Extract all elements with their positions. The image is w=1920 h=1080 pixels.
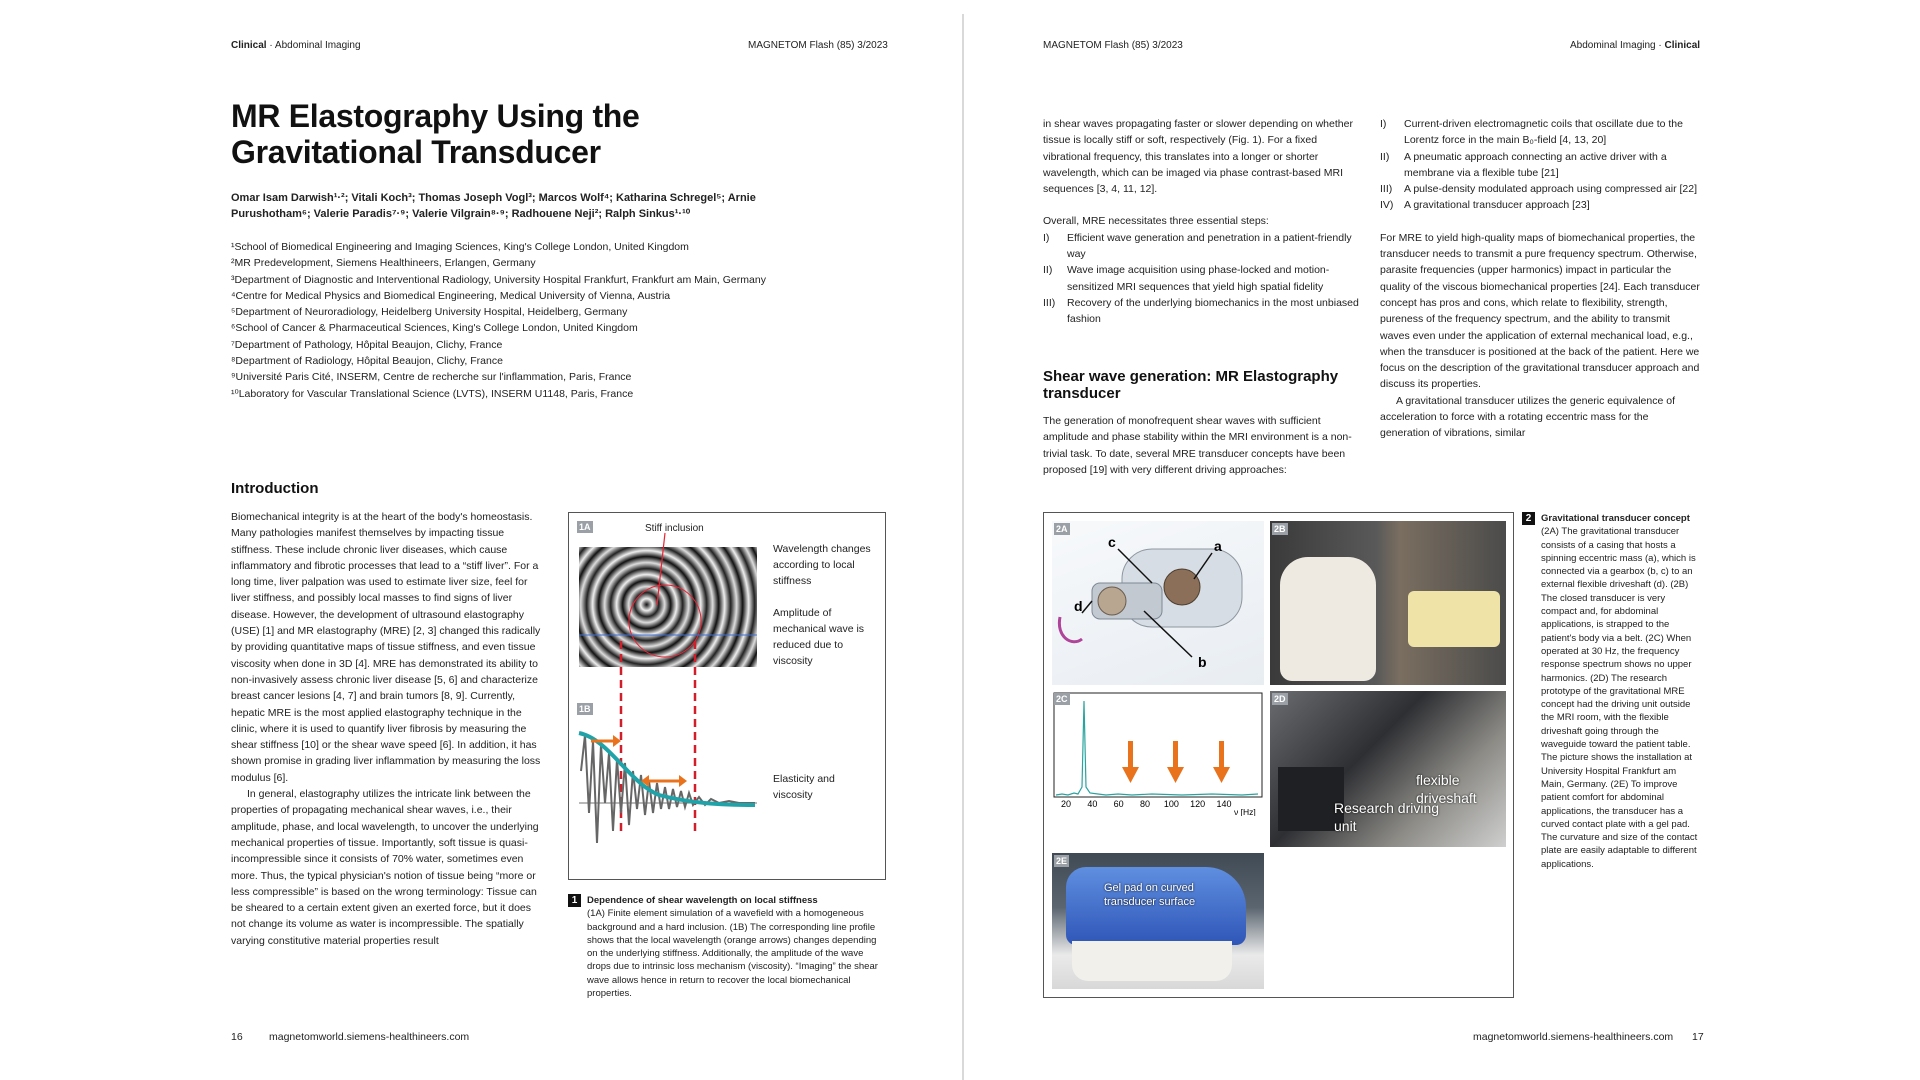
harmonic-arrow-head — [1213, 767, 1230, 783]
affiliations — [231, 239, 871, 402]
intro-paragraph: In general, elastography utilizes the intricate link between the properties of propagating mechanical shear waves, i.e., their amplitude, phase, and local wavelength, to uncover the underlying mechanical properties of tissue. Importantly, soft tissue is quasi-incompressible since it consists of 70% water, sometimes even more. Thus, the typical physician's notion of tissue being “more or less compressible” is based on the wrong terminology: Tissue can be sheared to a certain extent given an exerted force, but it does not change its volume as water is incompressible. The spatially varying constitutive material properties result — [231, 788, 539, 947]
x-tick-label: 120 — [1190, 799, 1206, 809]
inclusion-outline — [629, 585, 701, 657]
affiliation: ⁷Department of Pathology, Hôpital Beaujon, Clichy, France — [231, 338, 503, 351]
panel-2b-photo — [1270, 521, 1506, 685]
panel-tag-2b: 2B — [1274, 524, 1286, 534]
article-title: MR Elastography Using the Gravitational Transducer — [231, 98, 640, 170]
affiliation: ²MR Predevelopment, Siemens Healthineers, Erlangen, Germany — [231, 257, 536, 270]
label-gel-pad: Gel pad on curved transducer surface — [1104, 882, 1196, 908]
note-wavelength: Wavelength changes according to local stiffness — [773, 543, 871, 587]
right-header-issue: MAGNETOM Flash (85) 3/2023 — [1043, 40, 1183, 51]
rotation-arrow — [1059, 617, 1082, 642]
x-tick-label: 100 — [1163, 799, 1179, 809]
step-item: III) Recovery of the underlying biomechanics in the most unbiased fashion — [1043, 296, 1359, 326]
body-paragraph: A gravitational transducer utilizes the generic equivalence of acceleration to force with a rotating eccentric mass for the generation of vibrations, similar — [1380, 394, 1675, 440]
affiliation: ⁴Centre for Medical Physics and Biomedical Engineering, Medical University of Vienna, Austria — [231, 289, 671, 302]
right-column-1 — [1043, 116, 1361, 328]
harmonic-arrow-head — [1167, 767, 1184, 783]
right-column-2 — [1380, 116, 1700, 442]
panel-tag-2d: 2D — [1274, 694, 1286, 704]
affiliation: ³Department of Diagnostic and Interventional Radiology, University Hospital Frankfurt, Frankfurt am Main, Germany — [231, 273, 766, 286]
footer-url-right: magnetomworld.siemens-healthineers.com — [1473, 1031, 1674, 1043]
affiliation: ¹⁰Laboratory for Vascular Translational Science (LVTS), INSERM U1148, Paris, France — [231, 387, 634, 400]
right-header-section: Abdominal Imaging · Clinical — [1570, 40, 1701, 51]
figure-1 — [568, 512, 886, 880]
inclusion-pointer — [657, 533, 665, 605]
harmonic-arrow — [1128, 741, 1133, 769]
label-research-driving-unit: Research driving unit — [1334, 800, 1440, 834]
affiliation: ⁸Department of Radiology, Hôpital Beaujon, Clichy, France — [231, 355, 503, 368]
label-b: b — [1198, 654, 1207, 670]
frequency-spectrum-chart — [1052, 691, 1264, 816]
gear-shape — [1098, 587, 1126, 615]
caption-title: Dependence of shear wavelength on local stiffness — [587, 895, 818, 906]
x-tick-label: 20 — [1060, 799, 1072, 809]
caption-number: 1 — [568, 894, 581, 907]
arrow-head — [679, 775, 687, 787]
panel-tag-2c: 2C — [1056, 694, 1068, 704]
approaches-list — [1380, 116, 1700, 214]
figure-1-caption — [568, 894, 884, 1000]
transducer-photo-shape — [1280, 557, 1376, 681]
intro-column — [231, 509, 547, 949]
label-a: a — [1214, 538, 1222, 554]
shear-heading: Shear wave generation: MR Elastography transducer — [1043, 368, 1339, 402]
label-d: d — [1074, 598, 1083, 614]
panel-tag-1a: 1A — [579, 522, 591, 532]
belt-photo-shape — [1408, 591, 1500, 647]
left-header-issue: MAGNETOM Flash (85) 3/2023 — [748, 40, 888, 51]
transducer-base-shape — [1072, 941, 1232, 981]
figure-2 — [1043, 512, 1514, 998]
page-number-left: 16 — [231, 1031, 243, 1043]
body-paragraph: For MRE to yield high-quality maps of biomechanical properties, the transducer needs to transmit a pure frequency spectrum. Otherwise, parasite frequencies (upper harmonics) impact in particular the quality of the viscous biomechanical properties [24]. Each transducer concept has pros and cons, which relate to flexibility, strength, pureness of the frequency spectrum, and the ability to transmit waves even under the application of external mechanical load, e.g., when the transducer is positioned at the back of the patient. Here we focus on the description of the gravitational transducer approach and discuss its properties. — [1380, 231, 1700, 391]
caption-text: (2A) The gravitational transducer consists of a casing that hosts a spinning eccentric mass (a), which is connected via a gearbox (b, c) to an external flexible driveshaft (d). (2B) The closed transducer is very compact and, for abdominal applications, is strapped to the patient's body via a belt. (2C) When operated at 30 Hz, the frequency response spectrum shows no upper harmonics. (2D) The research prototype of the gravitational MRE concept had the driving unit outside the MRI room, with the flexible driveshaft going through the waveguide toward the patient table. The picture shows the installation at University Hospital Frankfurt am Main, Germany. (2E) To improve patient comfort for abdominal applications, the transducer has a curved contact plate with a gel pad. The curvature and size of the contact plate are easily adaptable to different applications. — [1541, 526, 1698, 870]
intro-paragraph: Biomechanical integrity is at the heart of the body's homeostasis. Many pathologies manifest themselves by impacting tissue stiffness. These include chronic liver diseases, which cause inflammatory and fibrotic processes that lead to a “stiff liver”. For a long time, liver palpation was used to estimate liver size, feel for liver stiffness, and possibly local masses to find signs of liver disease. However, the development of ultrasound elastography (USE) [1] and MR elastography (MRE) [2, 3] changed this radically by providing quantitative maps of tissue stiffness, and even tissue viscosity when done in 3D [4]. MRE has demonstrated its ability to non-invasively assess chronic liver disease [5, 6] and characterize breast cancer lesions [4, 7] and brain tumors [8, 9]. Currently, hepatic MRE is the most applied elastography technique in the clinic, where it is used to quantify liver fibrosis by measuring the shear stiffness [10] or the shear wave speed [6]. In addition, it has shown promise in grading liver inflammation by measuring the loss modulus [6]. — [231, 511, 541, 784]
page-divider — [962, 14, 964, 1080]
panel-tag-2a: 2A — [1056, 524, 1068, 534]
harmonic-arrow — [1219, 741, 1224, 769]
left-header-section: Clinical · Abdominal Imaging — [231, 40, 361, 51]
panel-2e-photo — [1052, 853, 1264, 989]
caption-title: Gravitational transducer concept — [1541, 513, 1690, 524]
panel-2d-photo — [1270, 691, 1506, 847]
intro-heading: Introduction — [231, 480, 319, 497]
label-flexible-driveshaft: flexible driveshaft — [1416, 772, 1477, 806]
panel-tag-1b: 1B — [579, 704, 591, 714]
label-c: c — [1108, 534, 1116, 550]
caption-number: 2 — [1522, 512, 1535, 525]
shear-paragraph: The generation of monofrequent shear waves with sufficient amplitude and phase stability within the MRI environment is a non-trivial task. To date, several MRE transducer concepts have been proposed [19] with very different driving approaches: — [1043, 415, 1352, 476]
spectrum-line — [1056, 701, 1258, 795]
harmonic-arrow-head — [1122, 767, 1139, 783]
panel-2a-transducer-render — [1052, 521, 1264, 685]
affiliation: ¹School of Biomedical Engineering and Imaging Sciences, King's College London, United Kingdom — [231, 241, 689, 253]
approach-item: IV) A gravitational transducer approach [23] — [1380, 199, 1590, 212]
stiff-inclusion-label: Stiff inclusion — [645, 523, 704, 534]
x-tick-label: 60 — [1113, 799, 1124, 809]
step-item: I) Efficient wave generation and penetration in a patient-friendly way — [1043, 231, 1352, 261]
note-amplitude: Amplitude of mechanical wave is reduced due to viscosity — [773, 607, 865, 667]
approach-item: I) Current-driven electromagnetic coils that oscillate due to the Lorentz force in the main B₀-field [4, 13, 20] — [1380, 118, 1683, 147]
approach-item: III) A pulse-density modulated approach using compressed air [22] — [1380, 183, 1698, 196]
x-axis-unit: ν [Hz] — [1234, 807, 1256, 816]
eccentric-mass-shape — [1164, 569, 1200, 605]
footer-url-left: magnetomworld.siemens-healthineers.com — [269, 1031, 470, 1043]
harmonic-arrow — [1173, 741, 1178, 769]
approach-item: II) A pneumatic approach connecting an active driver with a membrane via a flexible tube [21] — [1380, 150, 1667, 179]
affiliation: ⁶School of Cancer & Pharmaceutical Sciences, King's College London, United Kingdom — [231, 322, 638, 335]
body-paragraph: in shear waves propagating faster or slower depending on whether tissue is locally stiff or soft, respectively (Fig. 1). For a fixed vibrational frequency, this translates into a longer or shorter wavelength, which can be imaged via phase contrast-based MRI sequences [3, 4, 11, 12]. — [1043, 118, 1353, 196]
panel-tag-2e: 2E — [1056, 856, 1068, 866]
affiliation: ⁹Université Paris Cité, INSERM, Centre de recherche sur l'inflammation, Paris, France — [231, 371, 632, 384]
leader-d — [1082, 601, 1092, 613]
x-tick-label: 80 — [1139, 799, 1151, 809]
panel-2c-spectrum — [1052, 691, 1264, 816]
x-tick-label: 140 — [1216, 799, 1232, 809]
caption-text: (1A) Finite element simulation of a wavefield with a homogeneous background and a hard inclusion. (1B) The corresponding line profile shows that the local wavelength (orange arrows) changes depending on the underlying stiffness. Additionally, the amplitude of the wave drops due to intrinsic loss mechanism (viscosity). “Imaging” the shear wave allows hence in return to recover the local biomechanical properties. — [587, 908, 878, 1000]
harmonic-arrows — [1122, 741, 1230, 783]
affiliation: ⁵Department of Neuroradiology, Heidelberg University Hospital, Heidelberg, Germany — [231, 306, 628, 319]
x-tick-label: 40 — [1087, 799, 1098, 809]
figure-2-caption — [1522, 512, 1702, 871]
transducer-render — [1052, 521, 1264, 685]
page-number-right: 17 — [1692, 1031, 1704, 1043]
step-item: II) Wave image acquisition using phase-locked and motion-sensitized MRI sequences that yield high spatial fidelity — [1043, 264, 1330, 293]
steps-list — [1043, 230, 1361, 328]
body-paragraph: Overall, MRE necessitates three essential steps: — [1043, 215, 1269, 228]
note-elasticity: Elasticity and viscosity — [773, 773, 835, 801]
x-tick-labels — [1061, 799, 1232, 809]
authors: Omar Isam Darwish¹·²; Vitali Koch³; Thomas Joseph Vogl³; Marcos Wolf⁴; Katharina Schregel⁵; Arnie Purushotham⁶; Valerie Paradis⁷·⁹; Valerie Vilgrain⁸·⁹; Radhouene Neji²; Ralph Sinkus¹·¹⁰ — [231, 192, 756, 220]
